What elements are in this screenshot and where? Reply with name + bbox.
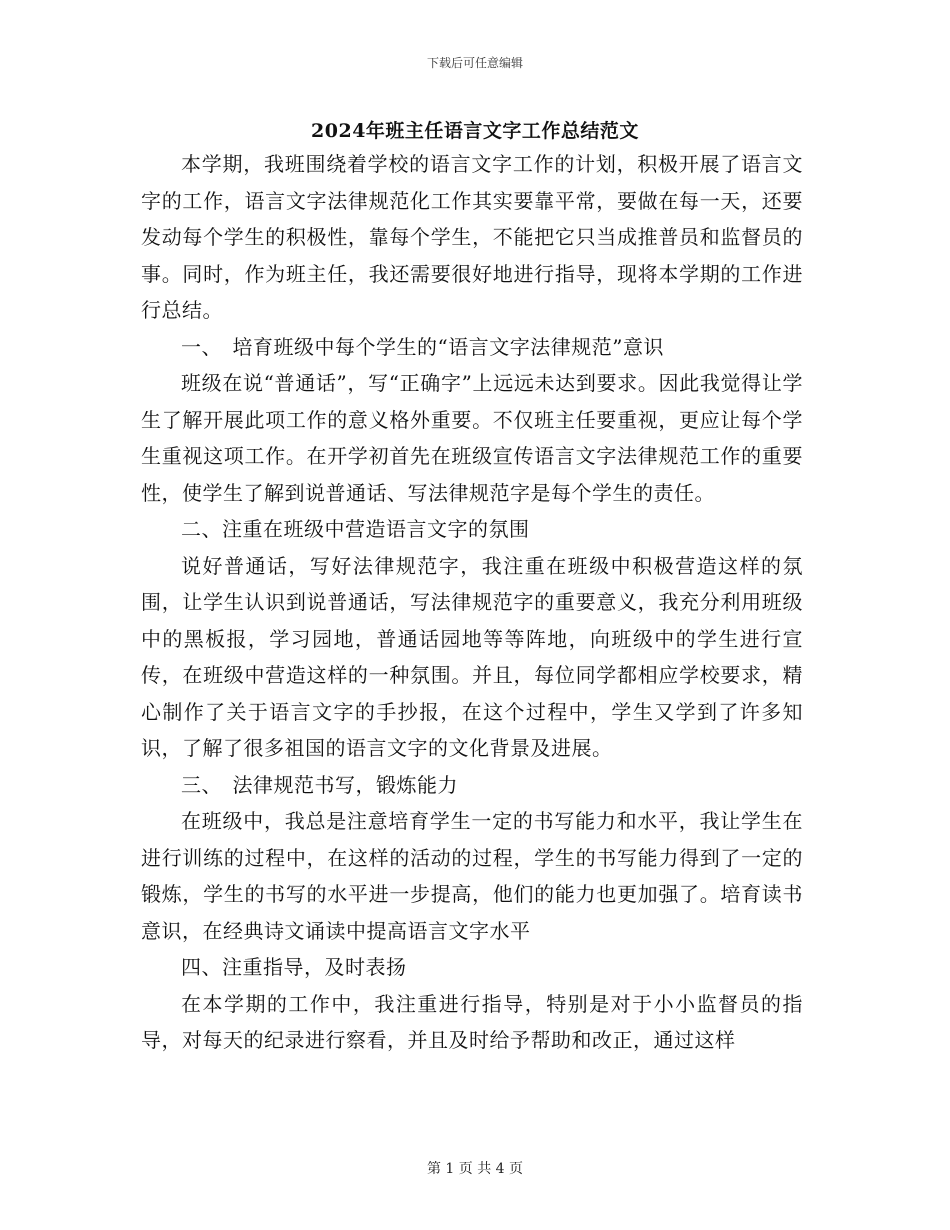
document-title: 2024年班主任语言文字工作总结范文: [311, 120, 639, 142]
section-4-body: 在本学期的工作中，我注重进行指导，特别是对于小小监督员的指导，对每天的纪录进行察看，并且及时给予帮助和改正，通过这样: [141, 991, 803, 1052]
intro-paragraph: 本学期，我班围绕着学校的语言文字工作的计划，积极开展了语言文字的工作，语言文字法律规范化工作其实要靠平常，要做在每一天，还要发动每个学生的积极性，靠每个学生，不能把它只当成推普员和监督员的事。同时，作为班主任，我还需要很好地进行指导，现将本学期的工作进行总结。: [141, 152, 803, 322]
section-2-heading: 二、注重在班级中营造语言文字的氛围: [181, 517, 530, 541]
section-4-heading: 四、注重指导，及时表扬: [181, 955, 407, 979]
section-3-heading: 三、 法律规范书写，锻炼能力: [181, 772, 458, 797]
section-3-body: 在班级中，我总是注意培育学生一定的书写能力和水平，我让学生在进行训练的过程中，在这样的活动的过程，学生的书写能力得到了一定的锻炼，学生的书写的水平进一步提高，他们的能力也更加强了。培育读书意识，在经典诗文诵读中提高语言文字水平: [141, 809, 803, 943]
section-1-heading: 一、 培育班级中每个学生的“语言文字法律规范”意识: [181, 334, 664, 359]
page-number-footer: 第 1 页 共 4 页: [426, 1161, 524, 1177]
page-header-note: 下载后可任意编辑: [426, 56, 523, 70]
section-1-body: 班级在说“普通话”，写“正确字”上远远未达到要求。因此我觉得让学生了解开展此项工作的意义格外重要。不仅班主任要重视，更应让每个学生重视这项工作。在开学初首先在班级宣传语言文字法律规范工作的重要性，使学生了解到说普通话、写法律规范字是每个学生的责任。: [141, 371, 803, 505]
document-body: [141, 146, 803, 1059]
section-2-body: 说好普通话，写好法律规范字，我注重在班级中积极营造这样的氛围，让学生认识到说普通话，写法律规范字的重要意义，我充分利用班级中的黑板报，学习园地，普通话园地等等阵地，向班级中的学生进行宣传，在班级中营造这样的一种氛围。并且，每位同学都相应学校要求，精心制作了关于语言文字的手抄报，在这个过程中，学生又学到了许多知识，了解了很多祖国的语言文字的文化背景及进展。: [141, 553, 803, 760]
